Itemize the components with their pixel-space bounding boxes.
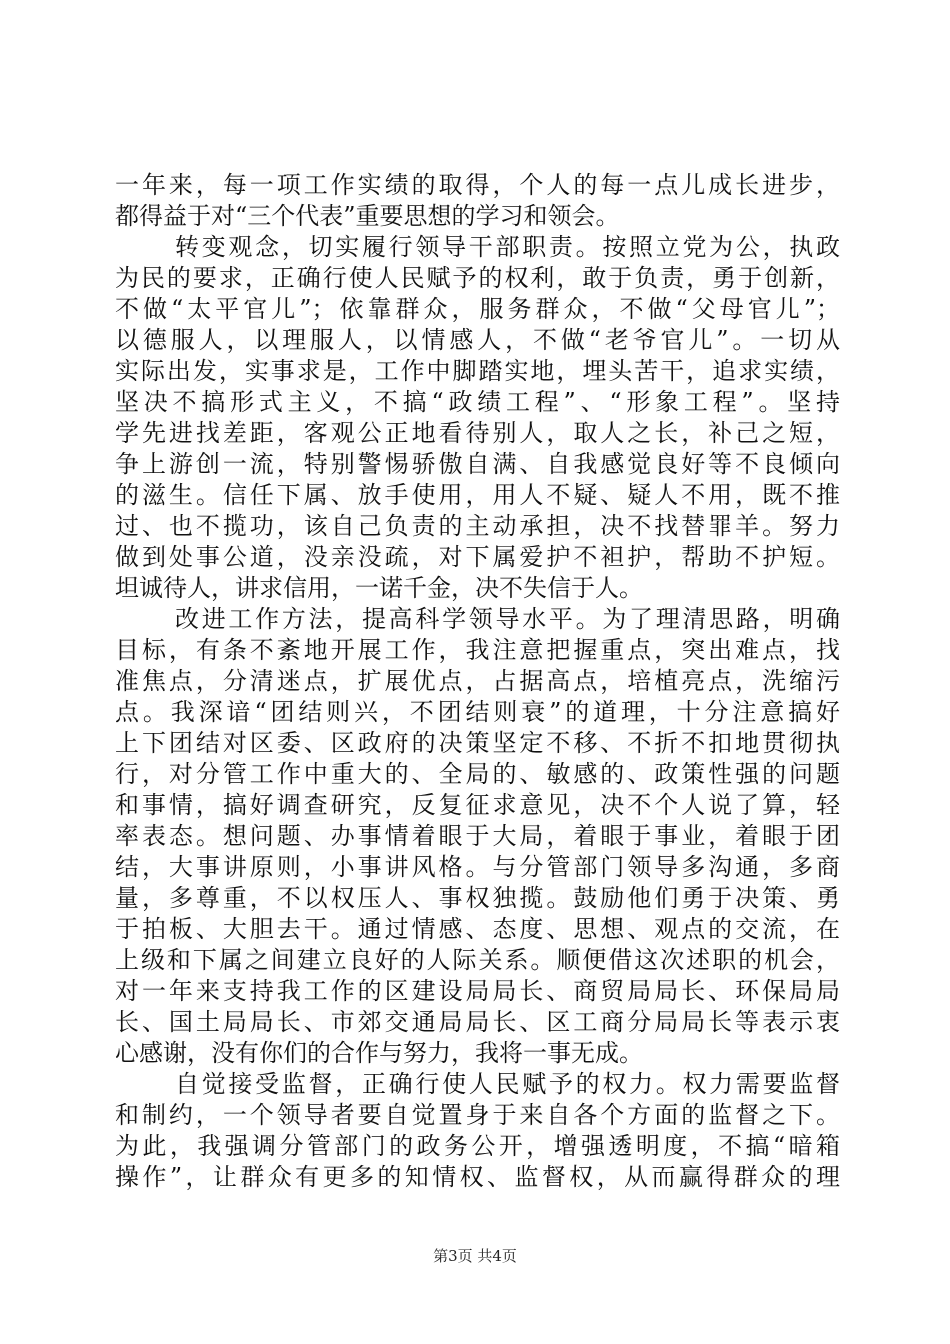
text-line: 操作”，让群众有更多的知情权、监督权，从而赢得群众的理 [115, 1163, 840, 1191]
paragraph-first-line: 转变观念，切实履行领导干部职责。按照立党为公，执政 [175, 233, 840, 261]
text-line: 实际出发，实事求是，工作中脚踏实地，埋头苦干，追求实绩， [115, 357, 840, 385]
text-line: 一年来，每一项工作实绩的取得，个人的每一点儿成长进步， [115, 171, 840, 199]
text-line: 准焦点，分清迷点，扩展优点，占据高点，培植亮点，洗缩污 [115, 667, 840, 695]
document-body [115, 170, 840, 1193]
text-line: 做到处事公道，没亲没疏，对下属爱护不袒护，帮助不护短。 [115, 543, 840, 571]
text-line: 和事情，搞好调查研究，反复征求意见，决不个人说了算，轻 [115, 791, 840, 819]
text-line: 为民的要求，正确行使人民赋予的权利，敢于负责，勇于创新， [115, 264, 840, 292]
text-line: 过、也不揽功，该自己负责的主动承担，决不找替罪羊。努力 [115, 512, 840, 540]
text-line: 上级和下属之间建立良好的人际关系。顺便借这次述职的机会， [115, 946, 840, 974]
text-line: 上下团结对区委、区政府的决策坚定不移、不折不扣地贯彻执 [115, 729, 840, 757]
text-line: 心感谢，没有你们的合作与努力，我将一事无成。 [115, 1039, 643, 1067]
text-line: 坚决不搞形式主义，不搞“政绩工程”、“形象工程”。坚持 [115, 388, 840, 416]
text-line: 目标，有条不紊地开展工作，我注意把握重点，突出难点，找 [115, 636, 840, 664]
text-line: 对一年来支持我工作的区建设局局长、商贸局局长、环保局局 [115, 977, 840, 1005]
text-line: 长、国土局局长、市郊交通局局长、区工商分局局长等表示衷 [115, 1008, 840, 1036]
text-line: 争上游创一流，特别警惕骄傲自满、自我感觉良好等不良倾向 [115, 450, 840, 478]
paragraph-first-line: 改进工作方法，提高科学领导水平。为了理清思路，明确 [175, 605, 840, 633]
text-line: 于拍板、大胆去干。通过情感、态度、思想、观点的交流，在 [115, 915, 840, 943]
text-line: 以德服人，以理服人，以情感人，不做“老爷官儿”。一切从 [115, 326, 840, 354]
text-line: 率表态。想问题、办事情着眼于大局，着眼于事业，着眼于团 [115, 822, 840, 850]
page-number-footer: 第3页 共4页 [433, 1247, 517, 1265]
text-line: 量，多尊重，不以权压人、事权独揽。鼓励他们勇于决策、勇 [115, 884, 840, 912]
text-line: 为此，我强调分管部门的政务公开，增强透明度，不搞“暗箱 [115, 1132, 840, 1160]
text-line: 行，对分管工作中重大的、全局的、敏感的、政策性强的问题 [115, 760, 840, 788]
text-line: 坦诚待人，讲求信用，一诺千金，决不失信于人。 [115, 574, 643, 602]
text-line: 和制约，一个领导者要自觉置身于来自各个方面的监督之下。 [115, 1101, 840, 1129]
text-line: 都得益于对“三个代表”重要思想的学习和领会。 [115, 202, 620, 230]
text-line: 点。我深谙“团结则兴，不团结则衰”的道理，十分注意搞好 [115, 698, 840, 726]
text-line: 的滋生。信任下属、放手使用，用人不疑、疑人不用，既不推 [115, 481, 840, 509]
paragraph-first-line: 自觉接受监督，正确行使人民赋予的权力。权力需要监督 [175, 1070, 840, 1098]
text-line: 不做“太平官儿”；依靠群众，服务群众，不做“父母官儿”； [115, 295, 840, 323]
text-line: 学先进找差距，客观公正地看待别人，取人之长，补己之短， [115, 419, 840, 447]
text-line: 结，大事讲原则，小事讲风格。与分管部门领导多沟通，多商 [115, 853, 840, 881]
